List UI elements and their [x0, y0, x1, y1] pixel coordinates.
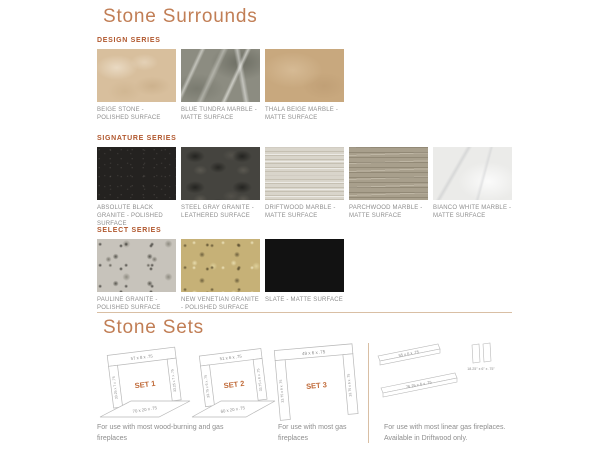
swatch-image-steel-gray-granite: [181, 147, 260, 200]
swatch-image-slate: [265, 239, 344, 292]
swatch-pauline-granite: [97, 239, 176, 312]
caption-set-3: For use with most gas fireplaces: [278, 424, 347, 442]
series-label-select: SELECT SERIES: [97, 227, 162, 234]
set2-hearth-dimension: 60 x 20 x .75: [220, 405, 246, 414]
swatch-image-pauline-granite: [97, 239, 176, 292]
series-label-design: DESIGN SERIES: [97, 37, 161, 44]
swatch-label-driftwood-marble: DRIFTWOOD MARBLE - MATTE SURFACE: [265, 205, 336, 220]
swatch-image-blue-tundra-marble: [181, 49, 260, 102]
set2-top-dimension: 51 x 6 x .75: [219, 353, 243, 362]
set2-diagram: [188, 340, 280, 422]
swatch-parchwood-marble: [349, 147, 428, 228]
set2-right-dimension: 33.75 x 6 x .75: [256, 368, 264, 392]
set3-left-dimension: 33.75 x 6 x .75: [278, 379, 285, 403]
linear-tile2: [483, 343, 491, 362]
linear-plank1-dimension: 55 x 6 x .75: [398, 349, 420, 358]
swatch-label-beige-stone: BEIGE STONE - POLISHED SURFACE: [97, 107, 161, 122]
swatch-blue-tundra-marble: [181, 49, 260, 122]
linear-tile-dimension: 18.25" x 6" x .75": [467, 367, 495, 371]
caption-linear: For use with most linear gas fireplaces. Available in Driftwood only.: [384, 424, 506, 442]
swatch-driftwood-marble: [265, 147, 344, 228]
linear-pieces-diagram: [376, 338, 508, 414]
set3-top-dimension: 49 x 6 x .75: [301, 349, 326, 357]
swatch-steel-gray-granite: [181, 147, 260, 228]
swatch-label-parchwood-marble: PARCHWOOD MARBLE - MATTE SURFACE: [349, 205, 423, 220]
swatch-label-absolute-black-granite: ABSOLUTE BLACK GRANITE - POLISHED SURFACE: [97, 205, 163, 228]
swatch-image-absolute-black-granite: [97, 147, 176, 200]
set3-right-dimension: 33.75 x 6 x .75: [346, 373, 353, 397]
set1-diagram: [99, 340, 191, 422]
set1-top-dimension: 57 x 8 x .75: [130, 353, 154, 362]
swatch-label-blue-tundra-marble: BLUE TUNDRA MARBLE - MATTE SURFACE: [181, 107, 257, 122]
swatch-label-slate: SLATE - MATTE SURFACE: [265, 297, 343, 303]
swatch-label-new-venetian-granite: NEW VENETIAN GRANITE - POLISHED SURFACE: [181, 297, 260, 312]
swatch-new-venetian-granite: [181, 239, 260, 312]
signature-series-row: [97, 147, 512, 228]
swatch-label-bianco-white-marble: BIANCO WHITE MARBLE - MATTE SURFACE: [433, 205, 512, 220]
set1-left-dimension: 33.25 x 7 x .75: [111, 376, 119, 400]
swatch-label-pauline-granite: PAULINE GRANITE - POLISHED SURFACE: [97, 297, 161, 312]
design-series-row: [97, 49, 344, 122]
series-label-signature: SIGNATURE SERIES: [97, 135, 177, 142]
swatch-beige-stone: [97, 49, 176, 122]
select-series-row: [97, 239, 344, 312]
swatch-image-beige-stone: [97, 49, 176, 102]
swatch-label-steel-gray-granite: STEEL GRAY GRANITE - LEATHERED SURFACE: [181, 205, 254, 220]
swatch-absolute-black-granite: [97, 147, 176, 228]
section-divider: [97, 312, 512, 313]
linear-plank2-dimension: 76.25 x 6 x .75: [405, 379, 433, 390]
page-title-surrounds: Stone Surrounds: [103, 6, 258, 27]
swatch-label-thala-beige-marble: THALA BEIGE MARBLE - MATTE SURFACE: [265, 107, 339, 122]
swatch-image-driftwood-marble: [265, 147, 344, 200]
set3-diagram: [270, 338, 365, 424]
set1-right-dimension: 33.25 x 7 x .75: [170, 368, 178, 393]
swatch-image-thala-beige-marble: [265, 49, 344, 102]
swatch-bianco-white-marble: [433, 147, 512, 228]
set3-label: SET 3: [305, 380, 328, 391]
swatch-slate: [265, 239, 344, 312]
linear-tile1: [472, 344, 480, 363]
set2-left-dimension: 33.75 x 6 x .75: [203, 374, 211, 399]
swatch-image-parchwood-marble: [349, 147, 428, 200]
swatch-image-bianco-white-marble: [433, 147, 512, 200]
sets-divider: [368, 343, 369, 443]
set2-label: SET 2: [223, 378, 245, 391]
swatch-thala-beige-marble: [265, 49, 344, 122]
set1-hearth-dimension: 70 x 20 x .75: [132, 405, 158, 414]
set1-label: SET 1: [134, 378, 156, 391]
page-title-sets: Stone Sets: [103, 317, 204, 338]
swatch-image-new-venetian-granite: [181, 239, 260, 292]
caption-sets-1-2: For use with most wood-burning and gas fireplaces: [97, 424, 224, 442]
